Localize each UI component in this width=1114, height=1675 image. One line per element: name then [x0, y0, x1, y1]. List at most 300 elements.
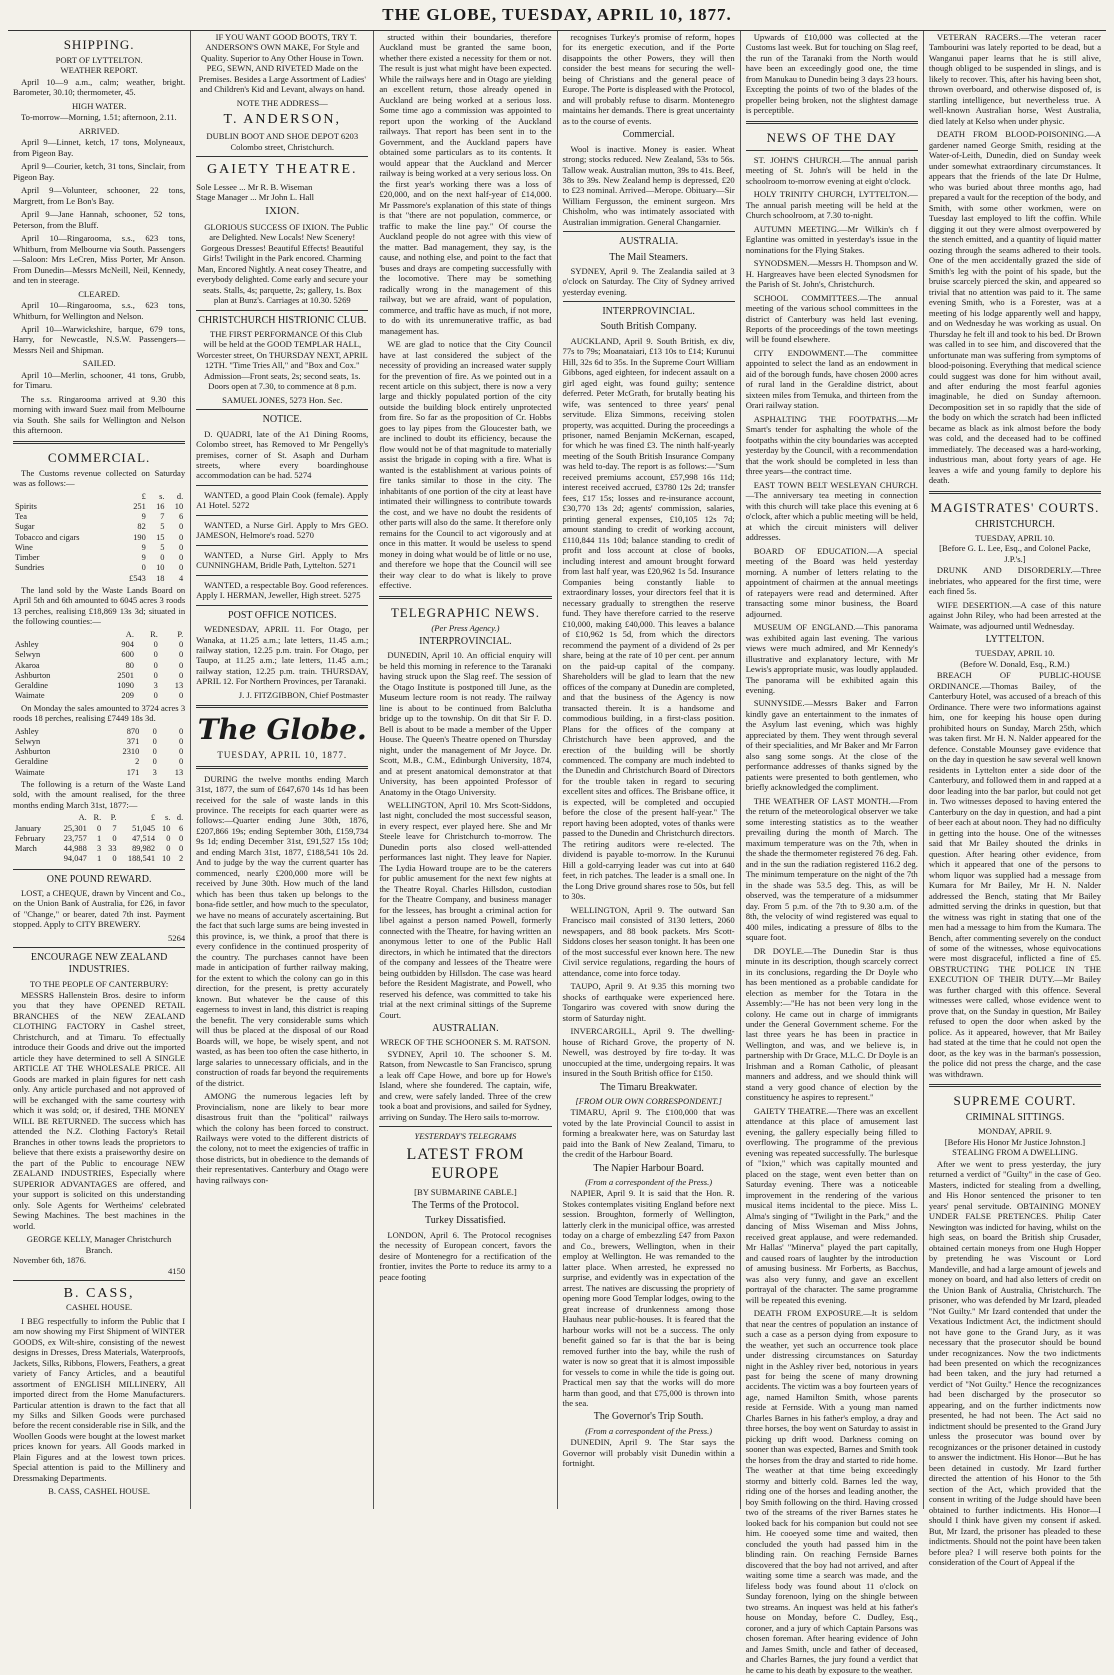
cell: 371 [126, 736, 140, 746]
cell: 3 [152, 767, 157, 777]
gaiety-title-block [196, 161, 368, 178]
cell: 2 [178, 854, 184, 864]
land-intro: The land sold by the Waste Lands Board on April 5th and 6th amounted to 6045 acres 3 roods 13 perches, realising £18,869 13s 3d; situated in the following counties:— [13, 584, 186, 627]
monday-table [13, 727, 185, 778]
divider [13, 947, 185, 948]
return-intro: The following is a return of the Waste Land sold, with the amount realised, for the three months ending March 31st, 1877:— [13, 778, 186, 810]
table-row [13, 844, 185, 854]
cass-subtitle: CASHEL HOUSE. [66, 1302, 133, 1313]
wreck-heading: WRECK OF THE SCHOONER S. M. RATSON. [380, 1037, 551, 1048]
wanted-advert: WANTED, a Nurse Girl. Apply to Mrs GEO. JAMESON, Helmore's road. 5270 [196, 519, 369, 541]
table-row [13, 553, 185, 563]
cell: 0 [178, 757, 184, 767]
cell: 10 [162, 823, 171, 833]
cell: 10 [156, 563, 165, 573]
table-header-row [13, 492, 185, 502]
governor-subheading: (From a correspondent of the Press.) [585, 1425, 713, 1436]
divider [196, 575, 368, 576]
telegraphic-heading: TELEGRAPHIC NEWS. [390, 604, 541, 620]
table-row [13, 563, 185, 573]
cell: 0 [112, 833, 117, 843]
cell: 9 [141, 553, 146, 563]
boots-advert: IF YOU WANT GOOD BOOTS, TRY T. ANDERSON'S OWN MAKE, For Style and Quality. Superior to Any Other House in Town. PEG, SEWN, AND RIVETED Made on the Premises. Besides a Large Assortment of Ladies' and Children's Kid and Levant, always on hand. [198, 32, 366, 95]
wanted-advert: WANTED, a respectable Boy. Good references. Apply I. HERMAN, Jeweller, High street. 5275 [196, 579, 369, 601]
cell: 0 [178, 833, 184, 843]
cell: February [15, 833, 46, 843]
leader-paragraph: DURING the twelve months ending March 31st, 1877, the sum of £647,670 14s 1d has been received for the sale of waste lands in this province. The receipts for each quarter were as follows:—Quarter ending June 30th, 1876, £207,866 19s; ending September 30th, £159,734 9s 1d; ending December 31st, £91,527 15s 10d; and ending March 31st, 1877, £188,541 10s 2d. And to judge by the way the current quarter has commenced, nearly £200,000 more will be received by June 30th. How much of the land which has been thus taken up belongs to the bona-fide settler, and how much to the speculator, we have no means of accurately ascertaining. But the fact that such large sums are being invested in this province, is, we think, a proof that there is every confidence in the continued prosperity of the country. The purchases cannot have been made in anticipation of further railway making, for the extent to which the colony can go in this direction, for the present, is pretty accurately known. But whatever be the cause of this eagerness to invest in land, this district is reaping the benefit. The very considerable sums which will thus be placed at the disposal of our Road Boards will, we hope, be wisely spent, and not wasted, as has been too often the case hitherto, in large salaries to unnecessary officials, and in the construction of roads far beyond the requirements of the district. [196, 773, 369, 1088]
south-british-heading: South British Company. [600, 321, 697, 333]
histrionic-heading: CHRISTCHURCH HISTRIONIC CLUB. [198, 314, 367, 326]
monday-intro: On Monday the sales amounted to 3724 acres 3 roods 18 perches, realising £7449 18s 3d. [13, 702, 186, 724]
cell: Geraldine [15, 757, 49, 767]
table-row [13, 502, 185, 512]
cell: 0 [178, 532, 184, 542]
divider [196, 766, 368, 769]
cell: 9 [141, 512, 146, 522]
supreme-court-body: After we went to press yesterday, the jury returned a verdict of "Guilty" in the case of Geo. Masters, indicted for stealing from a dwelling, and His Honor sentenced the prisoner to ten years' penal servitude. OBTAINING MONEY UNDER FALSE PRETENCES. Philip Cater Newington was indicted for having, whilst on the high seas, on board the British ship Crusader, obtained certain moneys from one Hugh Hopper by pretending he was Viscount or Lord Mandeville, and had a large amount of jewels and money on board, and had also letters of credit on the Union Bank of Australia, Christchurch. The prisoner, who was defended by Mr Izard, pleaded "Not Guilty." Mr Izard contended that under the Vexatious Indictment Act, the indictment should not have gone to the Grand Jury, as it was necessary that the prosecutor should be bound under recognizances. Now the two indictments had been presented on which the recognizances had been taken, and the jury had returned a verdict of "Not Guilty." Hence the recognizances had been discharged by the prosecutor so appearing, and on the further indictments now presented, he had not been. The Act said no indictment should be presented to the Grand Jury unless the prosecutor was bound over by recognizances or the prisoner detained in custody to answer the indictment. His Honor—But he has been detained in custody. Mr Izard further directed the attention of his Honor to the 5th section of the Act, which provided that the consent in writing of the Judge should have been obtained to further indictments. His Honor—I should I think have given my consent if asked. But, Mr Izard, the prisoner has pleaded to these indictments. Should not the point have been taken before plea? I will reserve both points for the consideration of the Court of Appeal if the [928, 1158, 1102, 1568]
cell: 0 [153, 650, 158, 660]
news-item: GAIETY THEATRE.—There was an excellent attendance at this place of amusement last evening, the gallery especially being filled to overflowing. The programme of the previous evening was repeated successfully. The burlesque of "Ixion," which was capitally mounted and placed on the stage, went even better than on Saturday evening. There was a noticeable improvement in the rendering of the various musical items incidental to the piece. Miss L. Alma's singing of "Twilight in the Park," and the dancing of Miss Wiseman and Miss Johns, received great applause, and were redemanded. Mr Hallas' "Minerva" played the part capitally, and caused roars of laughter by the introduction of amusing business. Mr Forberts, as Bacchus, was also very funny, and gave an excellent portrayal of the character. The same programme will be repeated this evening. [745, 1105, 918, 1305]
cell: P. [177, 629, 184, 639]
cell [13, 630, 94, 640]
cell: Spirits [15, 501, 37, 511]
table-row [13, 824, 185, 834]
divider [13, 441, 185, 444]
stealing-heading: STEALING FROM A DWELLING. [952, 1147, 1078, 1158]
notice-body: D. QUADRI, late of the A1 Dining Rooms, Colombo street, has Removed to Mr Pengelly's premises, corner of St. Asaph and Durham streets, where every boardinghouse accommodation can be had. 5274 [196, 428, 369, 481]
cell: Ashburton [15, 670, 51, 680]
cell: 0 [166, 844, 171, 854]
cell: 44,988 [63, 844, 87, 854]
telegraphic-subheading: (Per Press Agency.) [431, 622, 500, 633]
cell: 6 [178, 823, 184, 833]
divider [13, 869, 185, 870]
shipping-heading: SHIPPING. [63, 37, 135, 52]
boots-address: DUBLIN BOOT AND SHOE DEPOT 6203 Colombo street, Christchurch. [206, 131, 359, 152]
land-table [13, 630, 185, 702]
table-row [13, 543, 185, 553]
page-columns [0, 31, 1114, 1675]
ixion-title: IXION. [265, 205, 300, 218]
supreme-court-bench: [Before His Honor Mr Justice Johnston.] [944, 1136, 1086, 1147]
post-office-body: WEDNESDAY, APRIL 11. For Otago, per Wanaka, at 11.25 a.m.; late letters, 11.45 a.m.; railway station, 12.25 p.m. train. For Otago, per Taupo, at 11.25 a.m.; late letters, 11.45 a.m.; railway station, 12.25 p.m. train. THURSDAY, APRIL 12. For Northern Provinces, per Taranaki. [196, 624, 369, 687]
cass-body: I BEG respectfully to inform the Public that I am now showing my First Shipment of WINTER GOODS, ex Wilt-shire, consisting of the newest designs in Dresses, Dress Materials, Waterproofs, Jackets, Silks, Ribbons, Flowers, Feathers, a great variety of Fancy Articles, and a beautiful assortment of ENGLISH MILLINERY, All imported direct from the Home Manufacturers. Particular attention is drawn to the fact that all my Silks and Silken Goods were purchased before the recent considerable rise in Silk, and the Woollen Goods were bought at the lowest market prices known for years. All Goods marked in Plain Figures and at the lowest town prices. Special attention is paid to the Millinery and Dressmaking Departments. [13, 1315, 186, 1483]
mail-steamers-heading: The Mail Steamers. [609, 251, 688, 263]
table-header-row [13, 813, 185, 823]
turkey-heading: Turkey Dissatisfied. [425, 1215, 506, 1227]
cell: 0 [141, 563, 146, 573]
histrionic-body: THE FIRST PERFORMANCE Of this Club will be held at the GOOD TEMPLAR HALL, Worcester street, On THURSDAY NEXT, APRIL 12TH. "Time Tries All," and "Box and Cox." Admission—Front seats, 2s; second seats, 1s. Doors open at 7.30, to commence at 8 p.m. [196, 328, 368, 392]
boots-name-block [196, 111, 368, 128]
cell: 13 [174, 681, 184, 691]
column-5 [741, 31, 924, 1675]
cell [13, 854, 55, 864]
dunedin-news: DUNEDIN, April 10. An official enquiry will be held this morning in reference to the Taranaki having struck upon the Slag reef. The session of the Otago Institute is postponed till June, as the Museum lecture room is not ready. The railway line is about to be continued from Balclutha bridge up to the township. On dit that Sir F. D. Bell is about to be made a member of the Upper House. The Queen's Theatre opened on Thursday night, under the management of Mr Joyce. Dr. Scott, M.B., C.M., Edinburgh University, 1874, and at present anatomical demonstrator at that University, has been appointed Professor of Anatomy in the Otago University. [379, 650, 552, 797]
cell: d. [176, 491, 184, 501]
wellington-news: WELLINGTON, April 9. The outward San Francisco mail consisted of 3130 letters, 2060 newspapers, and 88 book packets. Mrs Scott-Siddons closes her season tonight. It has been one of the most successful ever known here. The new Civil service regulations, regarding the hours of attendance, come into force today. [562, 904, 735, 978]
cell: Akaroa [15, 660, 40, 670]
cell: s. [159, 491, 165, 501]
news-item: SCHOOL COMMITTEES.—The annual meeting of the various school committees in the district of Canterbury was held last evening. Reports of the proceedings of the town meetings will be found elsewhere. [745, 292, 918, 345]
cell: Tea [15, 512, 27, 522]
port-heading: PORT OF LYTTELTON. [55, 54, 143, 65]
sailed-heading: SAILED. [82, 358, 116, 369]
lyttelton-body: BREACH OF PUBLIC-HOUSE ORDINANCE.—Thomas Bailey, of the Canterbury Hotel, was accused of a breach of this Ordinance. There were two informations against him, one for keeping his house open during prohibited hours on Sunday, March 25th, which was taken first. Mr H. N. Nalder appeared for the defence. Constable Mounsey gave evidence that on the day in question he saw several well known residents in Lyttelton enter a side door of the Canterbury, and followed them in and rapped at a door leading into the bar parlor, but could not get in. Two witnesses deposed to having entered the Canterbury on the day in question, and had a pint of beer each at about noon. They had no difficulty in getting into the house. One of the witnesses said that Mr Bailey shouted the drinks in question. After hearing other evidence, from which it appeared that one of the persons to whom liquor was supplied had a message from Kumara for Mr Bailey, Mr H. N. Nalder addressed the Bench, stating that Mr Bailey admitted serving the drinks in question, but that the witness was right in stating that one of the men had a message to him from the Kumara. The Bench, after commenting severely on the conduct of some of the witnesses, whose equivocations were most disgraceful, inflicted a fine of £5. OBSTRUCTING THE POLICE IN THE EXECUTION OF THEIR DUTY.—Mr Bailey was further charged with this offence. Several witnesses were called, whose evidence went to prove that, on the Sunday in question, Mr Bailey refused to open the door when asked by the police. As it appeared, however, that Mr Bailey had stated at the time that he could not open the door, as the key was in the barman's possession, the police did not press the charge, and the case was withdrawn. [928, 670, 1102, 1079]
reward-number: 5264 [167, 932, 186, 943]
cell: 0 [178, 553, 184, 563]
news-item: DEATH FROM EXPOSURE.—It is seldom that near the centres of population an instance of such a case as a person dying from exposure to the weather, yet such an occurrence took place under distressing circumstances on Saturday night in the Ashley river bed, notorious in years past for being the scene of many drowning accidents. The victim was a boy fourteen years of age, named Hamilton Smith, whose parents reside at Fernside. With a young man named Charles Barnes in his father's employ, a dray and three horses, the boy went on Saturday to assist in picking up drift wood. Darkness coming on sooner than was expected, Barnes and Smith took the horses from the dray and started to ride home. The weather at that time being exceedingly stormy and bitterly cold. Barnes led the way, riding one of the horses and leading another, the boy Smith following on the third. Having crossed two of the streams of the river Barnes states he looked back for his companion but could not see him. He cooeyed some time and waited, then concluded the youth had passed him in the blinding rain. On reaching Fernside Barnes discovered that the boy had not arrived, and after waiting some time a search was made, and the lifeless body was found about 11 o'clock on Sunday forenoon, lying on the shingle between two streams. An inquest was held at his father's house on Monday, before C. Dudley, Esq., coroner, and a jury of which Captain Parsons was chosen foreman. After hearing evidence of John and James Smith, uncle and father of deceased, and Charles Barnes, the jury found a verdict that he came to his death by exposure to the weather. [745, 1308, 918, 1675]
table-total-row [13, 854, 185, 864]
cell: R. [93, 813, 102, 823]
cell: Sugar [15, 522, 35, 532]
cell: Selwyn [15, 650, 41, 660]
table-header-row [13, 630, 185, 640]
cell: 0 [178, 844, 184, 854]
news-item: DR DOYLE.—The Dunedin Star is thus minute in its description, though scarcely correct in its conclusions, regarding the Dr Doyle who has been mentioned as a probable candidate for election as member for the Totara in the Assembly:—"He has not been very long in the colony. He came out in charge of immigrants under the General Government scheme. For the last three years he has been in practice in Wellington, and was, and we believe is, in partnership with Dr Grace, M.L.C. Dr Doyle is an Irishman and a Roman Catholic, of pleasant manners and address, and we should think will stand a very good chance of election by the constituency he aspires to represent." [745, 945, 918, 1103]
cell: 0 [152, 747, 157, 757]
table-row [13, 691, 185, 701]
news-of-the-day-heading: NEWS OF THE DAY [766, 129, 897, 145]
governor-news: DUNEDIN, April 9. The Star says the Governor will probably visit Dunedin within a fortnight. [562, 1437, 735, 1469]
lyttelton-date: TUESDAY, APRIL 10. [975, 648, 1055, 659]
cell: 251 [133, 501, 146, 511]
cass-advert [13, 1285, 185, 1313]
cell: 10 [162, 854, 171, 864]
news-item: MUSEUM OF ENGLAND.—This panorama was exhibited again last evening. The various views were much admired, and Mr Kennedy's illustrative and explanatory lecture, with Mr Lewis's appropriate music, was loudly applauded. The panorama will be exhibited again this evening. [745, 622, 918, 695]
news-item: SUNNYSIDE.—Messrs Baker and Farron kindly gave an entertainment to the inmates of the Asylum last evening, which was highly appreciated by them. They went through several of their specialities, and Mr Baker and Mr Farron also sang some songs. At the close of the performance addresses of thanks signed by the patients were presented to both gentlemen, who briefly acknowledged the compliment. [745, 698, 918, 793]
cell: 0 [152, 726, 157, 736]
cell [13, 492, 116, 502]
news-item: VETERAN RACERS.—The veteran racer Tambourini was lately reported to be dead, but a Wanganui paper learns that he is still alive, though obliged to be suspended in slings, and is likely to recover. This, after his having been shot, thrown overboard, and otherwise disposed of, is startling intelligence, but nevertheless true. A well-known Australian horse, West Australia, died lately at Kelso when under physic. [928, 32, 1102, 126]
weather-heading: WEATHER REPORT. [60, 65, 138, 76]
table-row [13, 640, 185, 650]
cell: £ [141, 491, 146, 501]
commercial-heading: COMMERCIAL. [47, 449, 151, 465]
cell: 0 [178, 726, 184, 736]
cell: 904 [121, 640, 134, 650]
commercial-news: Wool is inactive. Money is easier. Wheat strong; stocks reduced. New Zealand, 53s to 56s. Tallow weak. Australian mutton, 39s to 41s. Beef, 38s to 39s. New Zealand hemp is depressed, £20 to £23 nominal. Arrived—Merope. Obituary—Sir William Fergusson, the eminent surgeon. Mrs Chisholm, who was intimately associated with Australian immigration. General Changarnier. [562, 143, 735, 227]
news-item: SYNODSMEN.—Messrs H. Thompson and W. H. Hargreaves have been elected Synodsmen for the Parish of St. John's, Christchurch. [745, 258, 918, 290]
cell: 16 [156, 501, 165, 511]
divider [196, 409, 368, 410]
industries-heading: ENCOURAGE NEW ZEALAND INDUSTRIES. [30, 952, 168, 976]
table-row [13, 512, 185, 522]
cell: 51,045 [132, 823, 156, 833]
divider [196, 545, 368, 546]
column-4 [558, 31, 741, 1509]
cleared-heading: CLEARED. [78, 288, 120, 299]
cell: 188,541 [127, 854, 156, 864]
table-row [13, 671, 185, 681]
cell [13, 813, 55, 823]
table-row [13, 834, 185, 844]
table-row [13, 533, 185, 543]
cass-title: B. CASS, [63, 1286, 135, 1302]
divider [563, 231, 735, 232]
column-2 [191, 31, 374, 1509]
cell: 0 [178, 660, 184, 670]
cell: Ashley [15, 640, 39, 650]
divider [13, 1280, 185, 1281]
cable-subheading: [BY SUBMARINE CABLE.] [414, 1186, 517, 1197]
cell: A. [78, 813, 87, 823]
divider [379, 1126, 551, 1127]
column-6 [924, 31, 1106, 1568]
divider [563, 301, 735, 302]
cell: 13 [174, 767, 184, 777]
cell: 0 [178, 747, 184, 757]
arrived-heading: ARRIVED. [78, 125, 120, 136]
boots-name: T. ANDERSON, [223, 112, 341, 128]
column-3 [374, 31, 557, 1509]
leader-paragraph: structed within their boundaries, therefore Auckland must be granted the same boon, whether there existed a necessity for them or not. The result is just what might have been expected. While the railways here and in Otago are yielding an excellent return, those already opened in Auckland are being worked at a serious loss. Some time ago a commission was appointed to report upon the working of the Auckland railways. That report has been sent in to the Government, and the Auckland papers have obtained some particulars as to its contents. It would appear that the Auckland and Mercer railway is being worked at a very serious loss. On the first year's working there was a loss of £20,000, and on the next half-year of £14,000. Mr Passmore's explanation of this state of things is that "there are not population, commerce, or traffic to make the line pay." Of course the Auckland people do not agree with this view of the matter. Bad management, they say, is the cause, and nothing else, and point to the fact that 'buses and drays are competing successfully with the locomotive. There may be something radically wrong in the management of this railway, but we are afraid, want of population, commerce, and traffic have as much, if not more, to do with its unremunerative traffic, as bad management has. [379, 32, 552, 336]
news-item: ST. JOHN'S CHURCH.—The annual parish meeting of St. John's will be held in the schoolroom to-morrow evening at eight o'clock. [745, 154, 918, 186]
leader-paragraph: AMONG the numerous legacies left by Provincialism, none are likely to bear more disastrous fruit than the "political" railways which the colony has been forced to construct. Railways were voted to the different districts of the colony, not to meet the exigencies of traffic in those districts, but in obedience to the demands of their representatives. Canterbury and Otago were having railways con- [196, 1091, 369, 1185]
boots-note: NOTE THE ADDRESS— [236, 97, 328, 108]
timaru-news: TIMARU, April 9. The £100,000 that was voted by the late Provincial Council to assist in forming a breakwater here, was on Saturday last paid into the Bank of New Zealand, Timaru, to the credit of the Harbour Board. [562, 1107, 735, 1160]
divider [929, 491, 1101, 494]
cell: 0 [153, 670, 158, 680]
cell: Sundries [15, 563, 45, 573]
industries-body: MESSRS Hallenstein Bros. desire to inform you that they have OPENED RETAIL BRANCHES of the NEW ZEALAND CLOTHING FACTORY in Cashel street, Christchurch, and at Timaru. To effectually introduce their Goods and drive out the imported article they have determined to sell A SINGLE ARTICLE AT THE WHOLESALE PRICE. All Goods are marked in plain figures for nett cash only. Any article purchased and not approved of will be exchanged with the same courtesy with which it was sold; or, if desired, THE MONEY WILL BE RETURNED. The success which has attended the N.Z. Clothing Factory's Retail Branches in other towns leads the proprietors to believe that there exists a praiseworthy desire on the part of the Public to encourage NEW ZEALAND INDUSTRIES, Especially where SUPERIOR ADVANTAGES are offered, and your support is solicited on this understanding only. Sole Agents for Wertheims' celebrated Sewing Machines. The best machines in the world. [13, 990, 186, 1231]
cell: 0 [152, 736, 157, 746]
protocol-heading: The Terms of the Protocol. [411, 1200, 519, 1212]
cell: R. [150, 629, 158, 639]
cell: 0 [112, 854, 117, 864]
europe-continued: recognises Turkey's promise of reform, hopes for its energetic execution, and if the Porte disappoints the other Powers, they will then consider the best means for securing the well-being of Christians and the general peace of Europe. The Porte is displeased with the Protocol, and will probably refuse to disarm. Montenegro maintains her demands. There is great uncertainty as to the course of events. [562, 32, 735, 126]
cell: 25,301 [63, 823, 87, 833]
australia-heading: AUSTRALIA. [619, 236, 679, 248]
news-item: ASPHALTING THE FOOTPATHS.—Mr Smart's tender for asphalting the whole of the footpaths within the city boundaries was accepted yesterday by the Council, with a recommendation that the work should be completed in less than three years—the contract time. [745, 413, 918, 477]
interprovincial-heading: INTERPROVINCIAL. [602, 306, 695, 318]
cell: 47,514 [132, 833, 156, 843]
news-item: AUTUMN MEETING.—Mr Wilkin's ch f Eglantine was omitted in yesterday's issue in the nominations for the Flying Stakes. [745, 223, 918, 255]
lyttelton-heading: LYTTELTON. [985, 634, 1045, 646]
post-office-heading: POST OFFICE NOTICES. [228, 609, 337, 621]
table-row [13, 661, 185, 671]
cell: 1 [97, 833, 102, 843]
cell: Wine [15, 542, 33, 552]
reward-heading: ONE POUND REWARD. [46, 873, 152, 885]
cell: 0 [178, 670, 184, 680]
industries-subheading: TO THE PEOPLE OF CANTERBURY: [29, 978, 169, 989]
reward-notice: LOST, a CHEQUE, drawn by Vincent and Co., on the Union Bank of Australia, for £26, in favor of "Change," or bearer, dated 7th inst. Payment stopped. Apply to CITY BREWERY. [13, 887, 186, 930]
divider [196, 310, 368, 311]
cell: Waimate [15, 691, 45, 701]
christchurch-heading: CHRISTCHURCH. [975, 518, 1055, 530]
europe-heading: LATEST FROM EUROPE [406, 1145, 525, 1183]
divider [379, 596, 551, 599]
cell: 0 [153, 691, 158, 701]
divider [196, 705, 368, 708]
cell: 209 [121, 691, 134, 701]
table-row [13, 522, 185, 532]
mail-steamers-news: SYDNEY, April 9. The Zealandia sailed at 3 o'clock on Saturday. The City of Sydney arrived yesterday evening. [562, 265, 735, 297]
table-row [13, 650, 185, 660]
cass-signature: B. CASS, CASHEL HOUSE. [48, 1486, 151, 1497]
magistrates-heading: MAGISTRATES' COURTS. [930, 499, 1100, 515]
post-office-signature: J. J. FITZGIBBON, Chief Postmaster [238, 689, 369, 700]
cell: 2310 [122, 747, 140, 757]
customs-news: Upwards of £10,000 was collected at the Customs last week. But for touching on Slag reef, the run of the Taranaki from the North would have been an exceedingly good one, the time from Manukau to Dunedin being 3 days 23 hours. Excepting the points of two of the blades of the propeller being broken, not the slightest damage is perceptible. [745, 32, 918, 116]
table-row [13, 768, 185, 778]
arrival: April 9—Volunteer, schooner, 22 tons, Margrett, from Le Bon's Bay. [13, 185, 186, 206]
supreme-court-date: MONDAY, APRIL 9. [978, 1126, 1052, 1137]
table-row [13, 757, 185, 767]
cell: 5 [160, 542, 165, 552]
governor-heading: The Governor's Trip South. [593, 1411, 704, 1423]
masthead: THE GLOBE, TUESDAY, APRIL 10, 1877. [8, 0, 1106, 31]
timaru-subheading: [FROM OUR OWN CORRESPONDENT.] [575, 1095, 722, 1106]
return-table [13, 813, 185, 864]
taupo-news: TAUPO, April 9. At 9.35 this morning two shocks of earthquake were experienced here. Tongariro was covered with snow during the storm of Saturday night. [562, 981, 735, 1023]
divider [929, 1084, 1101, 1087]
criminal-sittings-heading: CRIMINAL SITTINGS. [965, 1112, 1065, 1124]
cell: 0 [178, 650, 184, 660]
cell: 4 [178, 573, 184, 583]
wanted-advert: WANTED, a Nurse Girl. Apply to Mrs CUNNINGHAM, Bridle Path, Lyttelton. 5271 [196, 549, 369, 571]
cell: 600 [121, 650, 134, 660]
london-news: LONDON, April 6. The Protocol recognises the necessity of European concert, favors the desire of Montenegro for a rectification of the frontier, invites the Porte to reduce its army to a peace footing [379, 1229, 552, 1282]
cell: 0 [152, 757, 157, 767]
cell: 3 [153, 681, 158, 691]
christchurch-date: TUESDAY, APRIL 10. [975, 532, 1055, 543]
arrival: April 9—Linnet, ketch, 17 tons, Molyneaux, from Pigeon Bay. [13, 137, 186, 158]
cell: 23,757 [63, 833, 87, 843]
news-item: HOLY TRINITY CHURCH, LYTTELTON.—The annual parish meeting will be held at the Church schoolroom, at 7.30 to-night. [745, 189, 918, 221]
customs-table [13, 492, 185, 584]
cell [13, 574, 116, 584]
clearance: April 10—Ringarooma, s.s., 623 tons, Whitburn, for Wellington and Nelson. [13, 300, 186, 321]
ixion-title-block [196, 205, 368, 218]
cell: 1 [97, 854, 102, 864]
cell: 7 [112, 823, 117, 833]
cell: Ashburton [15, 747, 51, 757]
cell: Geraldine [15, 681, 49, 691]
yesterdays-telegrams: YESTERDAY'S TELEGRAMS [414, 1131, 517, 1142]
cell: s. [165, 813, 171, 823]
industries-date: November 6th, 1876. [13, 1255, 87, 1266]
cell: 82 [137, 522, 146, 532]
high-water: To-morrow—Morning, 1.51; afternoon, 2.11. [21, 112, 177, 123]
cell: £543 [129, 573, 146, 583]
arrival: April 9—Courier, ketch, 31 tons, Sinclair, from Pigeon Bay. [13, 161, 186, 182]
court-item: WIFE DESERTION.—A case of this nature against John Riley, who had been arrested at the Waimate, was adjourned until Wednesday. [928, 599, 1102, 631]
cell: 0 [160, 553, 165, 563]
histrionic-signature: SAMUEL JONES, 5273 Hon. Sec. [222, 394, 343, 405]
divider [196, 485, 368, 486]
divider [746, 121, 918, 124]
cell: 171 [126, 767, 140, 777]
gaiety-manager: Stage Manager ... Mr John L. Hall [196, 192, 315, 202]
cell: 6 [178, 512, 184, 522]
cell: Ashley [15, 726, 39, 736]
cell: Timber [15, 553, 40, 563]
leader-paragraph: WE are glad to notice that the City Council have at last considered the subject of the necessity of providing an increased water supply for the prevention of fire. As we pointed out in a recent article on this subject, there is now a very large and thickly populated portion of the city outside the building block entirely unprotected from fire. So far as the proposition of Cr. Hobbs goes to lay pipes from the Gloucester bath, we are inclined to doubt its efficiency, because the flow would not be of that magnitude to materially assist the brigade in coping with a fire. What is wanted is the establishment at various points of fire tanks similar to those in the city. The inhabitants of one portion of the city at least have intimated their willingness to contribute towards the cost, and we have no doubt the residents of other parts will also do the same. It therefore only remains for the Council to act vigorously and at once in this matter. It would be useless to spend money in doing what would be of little or no use, and therefore we hope that the Council will see their way clear to do what is likely to prove effective. [379, 339, 552, 591]
cell: 0 [97, 823, 102, 833]
cell: d. [176, 813, 184, 823]
supreme-court-heading: SUPREME COURT. [953, 1093, 1077, 1109]
notice-heading: NOTICE. [262, 414, 302, 426]
cell: 0 [153, 660, 158, 670]
cell: Waimate [15, 767, 45, 777]
gaiety-title: GAIETY THEATRE. [206, 162, 358, 178]
news-item: BOARD OF EDUCATION.—A special meeting of the Board was held yesterday morning. A number of letters relating to the appointment of chairmen at the annual meetings of ratepayers were read and determined. After transacting some minor business, the Board adjourned. [745, 545, 918, 619]
lyttelton-bench: (Before W. Donald, Esq., R.M.) [960, 658, 1070, 669]
cell: 0 [178, 522, 184, 532]
cell: 3 [97, 844, 102, 854]
industries-number: 4150 [167, 1265, 186, 1276]
cell: Selwyn [15, 736, 41, 746]
cell: 18 [156, 573, 165, 583]
napier-heading: The Napier Harbour Board. [593, 1162, 704, 1174]
cell: P. [110, 813, 117, 823]
customs-intro: The Customs revenue collected on Saturday was as follows:— [13, 467, 186, 489]
gaiety-body: GLORIOUS SUCCESS OF IXION. The Public are Delighted. New Locals! New Scenery! Gorgeous Dresses! Beautiful Effects! Beautiful Girls! Twilight in the Park encored. Charming Man, Encored Nightly. A neat cosey Theatre, and everybody delighted. Come early and secure your seats. Stalls, 4s; parquette, 2s; gallery, 1s. Box plan at Bunz's. Carriages at 10.30. 5269 [196, 221, 369, 306]
cell: 89,982 [132, 844, 156, 854]
news-item: DEATH FROM BLOOD-POISONING.—A gardener named George Smith, residing at the Water-of-Leith, Dunedin, died on Sunday week under somewhat extraordinary circumstances. It appears that the friends of the late Dr Hulme, who was buried about three months ago, had prepared a vault for the reception of the body, and Smith, with some other workmen, were on Tuesday last employed to lift the coffin. While digging it out they were almost overpowered by the stench emitted, and a quantity of liquid matter oozing through the seams adhered to their tools. One of the men accidentally grazed the side of Smith's leg with the point of his spade, but the bruise scarcely pierced the skin, and appeared so trivial that no attention was paid to it. The same evening Smith, who is a Forester, was at a meeting of his lodge apparently well and happy, and on Wednesday he was working as usual. On Thursday he felt ill and took to his bed. Dr Brown was called in to see him, and discovered that the unfortunate man was suffering from symptoms of blood-poisoning. Everything that medical science could suggest was done for him without avail, and after enduring the most fearful agonies imaginable, he died on Sunday afternoon. Decomposition set in so rapidly that the side of the body on which the scratch had been inflicted became as black as ink almost before the body was cold, and the deceased had to be coffined immediately. The deceased was a hard-working, industrious man, about forty years of age. He leaves a wife and young family to deplore his death. [928, 129, 1102, 486]
table-row [13, 737, 185, 747]
cell: Tobacco and cigars [15, 532, 80, 542]
divider [196, 605, 368, 606]
table-row [13, 727, 185, 737]
cell: 190 [133, 532, 146, 542]
cell: 0 [178, 563, 184, 573]
cell: 0 [166, 833, 171, 843]
globe-title: The Globe. [197, 713, 367, 747]
cell: March [15, 844, 37, 854]
divider [196, 515, 368, 516]
cell: 0 [178, 691, 184, 701]
table-total-row [13, 574, 185, 584]
cell: 0 [153, 640, 158, 650]
table-row [13, 681, 185, 691]
cell: 15 [156, 532, 165, 542]
arrival: April 10—Ringarooma, s.s., 623 tons, Whitburn, from Melbourne via South. Passengers—Saloon: Mrs LeCren, Miss Porter, Mr Anson. From Dunedin—Messrs McNeill, Neil, Kennedy, and ten in steerage. [13, 233, 186, 286]
cell: 80 [125, 660, 134, 670]
wanted-advert: WANTED, a good Plain Cook (female). Apply A1 Hotel. 5272 [196, 489, 369, 511]
napier-subheading: (From a correspondent of the Press.) [585, 1176, 713, 1187]
cell: A. [125, 629, 134, 639]
cell: 9 [141, 542, 146, 552]
clearance: April 10—Warwickshire, barque, 679 tons, Harry, for Newcastle, N.S.W. Passengers—Messrs Neil and Shipman. [13, 324, 186, 355]
interprovincial-heading: INTERPROVINCIAL. [419, 636, 512, 648]
cell: £ [150, 813, 156, 823]
shipping-note: The s.s. Ringarooma arrived at 9.30 this morning with inward Suez mail from Melbourne via South. She sails for Wellington and Nelson this afternoon. [13, 393, 186, 436]
divider [746, 150, 918, 151]
sailing: April 10—Merlin, schooner, 41 tons, Grubb, for Timaru. [13, 369, 186, 391]
timaru-heading: The Timaru Breakwater. [599, 1081, 698, 1093]
south-british-news: AUCKLAND, April 9. South British, ex div, 77s to 79s; Moanataiari, £13 10s to £14; Kurunui Hill, 32s 6d to 35s. In the Supreme Court William Gibbons, aged eighteen, for indecent assault on a girl aged eight, was found guilty; sentence deferred. Peter McGrath, for brutally beating his wife, was sentenced to three years' penal servitude. Eliza Simmons, receiving stolen property, was acquitted. During the proceedings a prisoner, named Benjamin McKernan, escaped, for which he was fined £3. The ninth half-yearly meeting of the South British Insurance Company was held to-day. The report is as follows:—"Sum received premiums account, £57,998 16s 11d; interest received accrued, £3780 12s 2d; transfer fees, £17 15s; losses and re-insurance account, £30,770 13s 2d; agents' commission, salaries, printing general expenses, £10,105 12s 7d; amount standing to credit of working account, £110,844 11s 10d; balance standing to credit of profit and loss account at close of books, including interest and amount brought forward from last half year, was £20,962 1s 5d. Insurance Companies being constantly liable to extraordinary losses, your directors feel that it is necessary gradually to strengthen the reserve fund. They have therefore carried to the reserve £10,000, making £40,000. This leaves a balance of £10,962 1s 5d, from which the directors recommend the payment of a dividend of 2s per share, being at the rate of 10 per cent. per annum on the paid-up capital of the company. Shareholders will be glad to learn that the new offices of the company at Dunedin are completed, and that the business of the Agency is now transacted therein. It is a handsome and commodious building, in a first-class position. Plans for the offices of the company at Christchurch have been approved, and the erection of the building will be shortly commenced. The company are much indebted to the Dunedin and Christchurch Board of Directors for the trouble taken in regard to securing excellent sites and offices. The Brisbane office, it is expected, will be completed and occupied before the close of the present half-year." The report having been adopted, votes of thanks were passed to the Dunedin and Christchurch directors. The retiring auditors were re-elected. The dividend is payable to-morrow. In the Kurunui Hill a gold-carrying leader was cut into at 640 feet, in rich patches. The leader is a small one. In the Long Drive ground shares rose to 50s, but fell to 30s. [562, 335, 735, 902]
cell: 0 [178, 640, 184, 650]
cell: 2 [135, 757, 140, 767]
arrival: April 9—Jane Hannah, schooner, 52 tons, Peterson, from the Bluff. [13, 209, 186, 230]
wreck-news: SYDNEY, April 10. The schooner S. M. Ratson, from Newcastle to San Francisco, sprung a leak off Cape Howe, and bore up for Howe's Island, where she foundered. The captain, wife, and crew, were safely landed. Three of the crew took a boat and provisions, and sailed for Sydney, arriving on Sunday. The Hero sails to-morrow. [379, 1048, 552, 1122]
news-item: THE WEATHER OF LAST MONTH.—From the return of the meteorological observer we take some interesting statistics as to the weather prevailing during the month of March. The maximum temperature was on the 7th, when in the shade the thermometer registered 76 deg. Fah. and in the sun the radiation registered 116.2 deg. The minimum temperature on the night of the 7th in the shade was 53.5 deg. This, as will be observed, was the temperature of a midsummer day. From 5 p.m. of the 7th to 9.30 a.m. of the 8th, the velocity of wind registered was equal to 400 miles, indicating a pressure of 8lbs to the square foot. [745, 795, 918, 943]
wellington-news: WELLINGTON, April 10. Mrs Scott-Siddons, last night, concluded the most successful season, in every respect, ever played here. She and Mr Steele leave for Christchurch to-morrow. The Dunedin ports also closed well-attended performances last night. They leave for Napier. The Lydia Howard troupe are to be the caterers for public amusement for the next few nights at the Theatre Royal. Charles Hillsdon, custodian for the Theatre Company, and business manager for the lessees, has brought a criminal action for libel against a person named Powell, formerly connected with the Theatre, for having written an anonymous letter to one of the Public Hall directors, in which he intimated that the directors of the company and lessees of the Theatre were being outbidden by Hillsdon. The case was heard before the Resident Magistrate, and Powell, who reserved his defence, was committed to take his trial at the next criminal sittings of the Supreme Court. [379, 799, 552, 1020]
cell: 10 [174, 501, 184, 511]
australian-heading: AUSTRALIAN. [432, 1023, 499, 1035]
cell: January [15, 823, 42, 833]
gaiety-lessee: Sole Lessee ... Mr R. B. Wiseman [196, 181, 313, 192]
cell: 33 [108, 844, 117, 854]
court-item: DRUNK AND DISORDERLY.—Three inebriates, who appeared for the first time, were each fined 5s. [928, 565, 1102, 597]
cell: 1090 [117, 681, 134, 691]
globe-dateline: TUESDAY, APRIL 10, 1877. [217, 749, 348, 760]
cell: 0 [178, 736, 184, 746]
cell: 94,047 [63, 854, 87, 864]
news-item: EAST TOWN BELT WESLEYAN CHURCH.—The anniversary tea meeting in connection with this church will take place this evening at 6 o'clock, after which a public meeting will be held, at which the circuit ministers will deliver addresses. [745, 479, 918, 543]
